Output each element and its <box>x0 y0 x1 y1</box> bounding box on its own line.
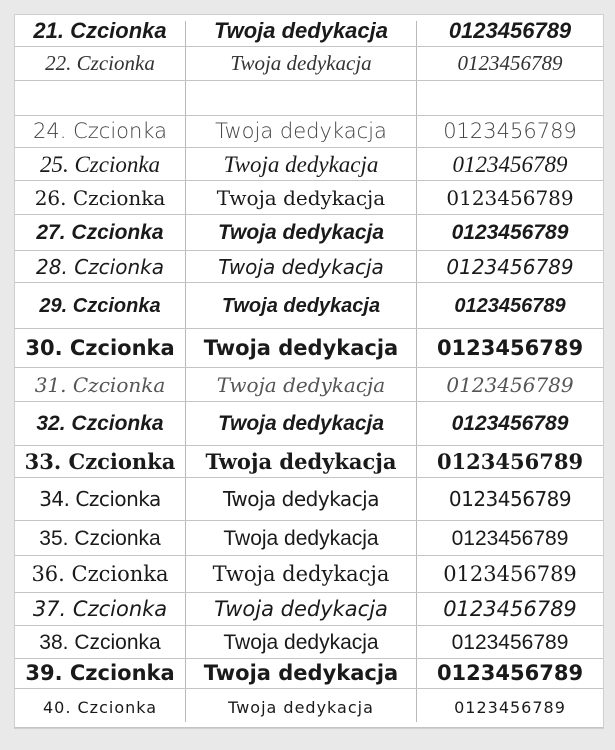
digits-sample <box>417 81 603 115</box>
font-name: Czcionka <box>76 51 155 75</box>
font-name: Czcionka <box>74 526 161 550</box>
font-name-cell <box>15 689 185 727</box>
dedication-sample: Twoja dedykacja <box>205 449 397 474</box>
dedication-sample: Twoja dedykacja <box>230 51 372 75</box>
font-number: 32. <box>36 412 66 435</box>
dedication-sample: Twoja dedykacja <box>217 221 385 244</box>
font-sample-row <box>15 402 603 446</box>
font-name-cell <box>15 659 185 688</box>
digits-sample: 0123456789 <box>451 630 569 654</box>
digits-sample: 0123456789 <box>436 661 584 685</box>
digits-sample: 0123456789 <box>446 185 574 210</box>
font-number: 26. <box>34 185 67 210</box>
font-name-cell <box>15 47 185 80</box>
digits-sample: 0123456789 <box>446 254 574 279</box>
font-number: 38. <box>39 630 69 654</box>
font-name: Czcionka <box>71 412 164 435</box>
font-name-cell <box>15 329 185 367</box>
font-name: Czcionka <box>71 561 169 586</box>
font-name: Czcionka <box>77 698 158 717</box>
font-name-cell <box>15 402 185 445</box>
dedication-sample: Twoja dedykacja <box>223 151 379 177</box>
font-name: Czcionka <box>72 596 168 621</box>
font-name-cell <box>15 446 185 477</box>
digits-sample: 0123456789 <box>443 561 577 586</box>
font-name: Czcionka <box>74 254 164 279</box>
dedication-sample: Twoja dedykacja <box>223 526 379 550</box>
font-name-cell <box>15 116 185 147</box>
dedication-sample: Twoja dedykacja <box>212 561 390 586</box>
font-name: Czcionka <box>71 221 164 244</box>
font-sample-row <box>15 81 603 116</box>
font-number: 25. <box>39 151 69 177</box>
font-sample-row <box>15 329 603 368</box>
font-number: 35. <box>39 526 69 550</box>
font-sample-row <box>15 116 603 148</box>
dedication-sample: Twoja dedykacja <box>216 185 386 210</box>
digits-sample: 0123456789 <box>451 412 569 435</box>
font-name-cell <box>15 368 185 401</box>
digits-sample: 0123456789 <box>443 119 577 143</box>
font-number: 36. <box>31 561 65 586</box>
font-name-cell <box>15 251 185 282</box>
font-number: 22. <box>45 51 72 75</box>
font-number: 30. <box>25 335 63 360</box>
font-number: 27. <box>36 221 66 244</box>
font-number: 29. <box>39 294 68 317</box>
font-name: Czcionka <box>73 119 167 143</box>
font-name: Czcionka <box>69 661 175 685</box>
font-sample-row <box>15 626 603 659</box>
digits-sample: 0123456789 <box>457 51 563 75</box>
font-sample-sheet <box>14 14 604 729</box>
font-name: Czcionka <box>75 487 161 511</box>
font-number: 39. <box>25 661 63 685</box>
font-sample-row <box>15 251 603 283</box>
digits-sample: 0123456789 <box>448 17 572 43</box>
font-number: 34. <box>39 487 70 511</box>
font-name: Czcionka <box>74 630 161 654</box>
font-sample-row <box>15 47 603 81</box>
digits-sample: 0123456789 <box>454 698 566 717</box>
font-sample-row <box>15 446 603 478</box>
digits-sample: 0123456789 <box>436 335 584 360</box>
font-name: Czcionka <box>69 335 175 360</box>
dedication-sample <box>186 81 416 115</box>
font-name-cell <box>15 215 185 250</box>
dedication-sample: Twoja dedykacja <box>215 119 387 143</box>
font-sample-row <box>15 521 603 556</box>
digits-sample: 0123456789 <box>448 487 572 511</box>
font-name: Czcionka <box>72 185 166 210</box>
dedication-sample: Twoja dedykacja <box>223 630 379 654</box>
font-name: Czcionka <box>72 372 166 397</box>
font-sample-row <box>15 478 603 521</box>
font-number: 21. <box>33 17 64 43</box>
font-number: 28. <box>36 254 68 279</box>
font-name-cell <box>15 181 185 214</box>
dedication-sample: Twoja dedykacja <box>216 372 386 397</box>
font-name-cell <box>15 593 185 625</box>
font-sample-row <box>15 593 603 626</box>
font-sample-row <box>15 659 603 689</box>
digits-sample: 0123456789 <box>451 221 569 244</box>
dedication-sample: Twoja dedykacja <box>203 335 399 360</box>
font-sample-row <box>15 368 603 402</box>
digits-sample: 0123456789 <box>446 372 574 397</box>
font-number: 31. <box>34 372 67 397</box>
font-name-cell <box>15 81 185 115</box>
font-sample-row <box>15 283 603 329</box>
font-name: Czcionka <box>70 17 167 43</box>
font-name-cell <box>15 15 185 46</box>
digits-sample: 0123456789 <box>451 526 569 550</box>
dedication-sample: Twoja dedykacja <box>221 294 381 317</box>
font-sample-row <box>15 181 603 215</box>
dedication-sample: Twoja dedykacja <box>228 698 374 717</box>
dedication-sample: Twoja dedykacja <box>218 254 384 279</box>
digits-sample: 0123456789 <box>443 596 577 621</box>
font-number: 24. <box>33 119 67 143</box>
font-name: Czcionka <box>72 294 161 317</box>
font-sample-row <box>15 215 603 251</box>
dedication-sample: Twoja dedykacja <box>214 596 388 621</box>
font-name-cell <box>15 283 185 328</box>
font-sample-row <box>15 689 603 728</box>
font-sample-row <box>15 556 603 593</box>
dedication-sample: Twoja dedykacja <box>213 17 389 43</box>
dedication-sample: Twoja dedykacja <box>223 487 379 511</box>
font-sample-row <box>15 148 603 181</box>
digits-sample: 0123456789 <box>436 449 584 474</box>
font-number: 33. <box>24 449 62 474</box>
font-name-cell <box>15 478 185 520</box>
font-number: 37. <box>32 596 67 621</box>
font-sample-row <box>15 15 603 47</box>
font-number: 40. <box>42 698 72 717</box>
font-name-cell <box>15 148 185 180</box>
font-name-cell <box>15 521 185 555</box>
digits-sample: 0123456789 <box>454 294 566 317</box>
font-name-cell <box>15 626 185 658</box>
font-name: Czcionka <box>68 449 176 474</box>
dedication-sample: Twoja dedykacja <box>203 661 399 685</box>
font-name: Czcionka <box>74 151 161 177</box>
dedication-sample: Twoja dedykacja <box>217 412 385 435</box>
digits-sample: 0123456789 <box>452 151 568 177</box>
font-name-cell <box>15 556 185 592</box>
